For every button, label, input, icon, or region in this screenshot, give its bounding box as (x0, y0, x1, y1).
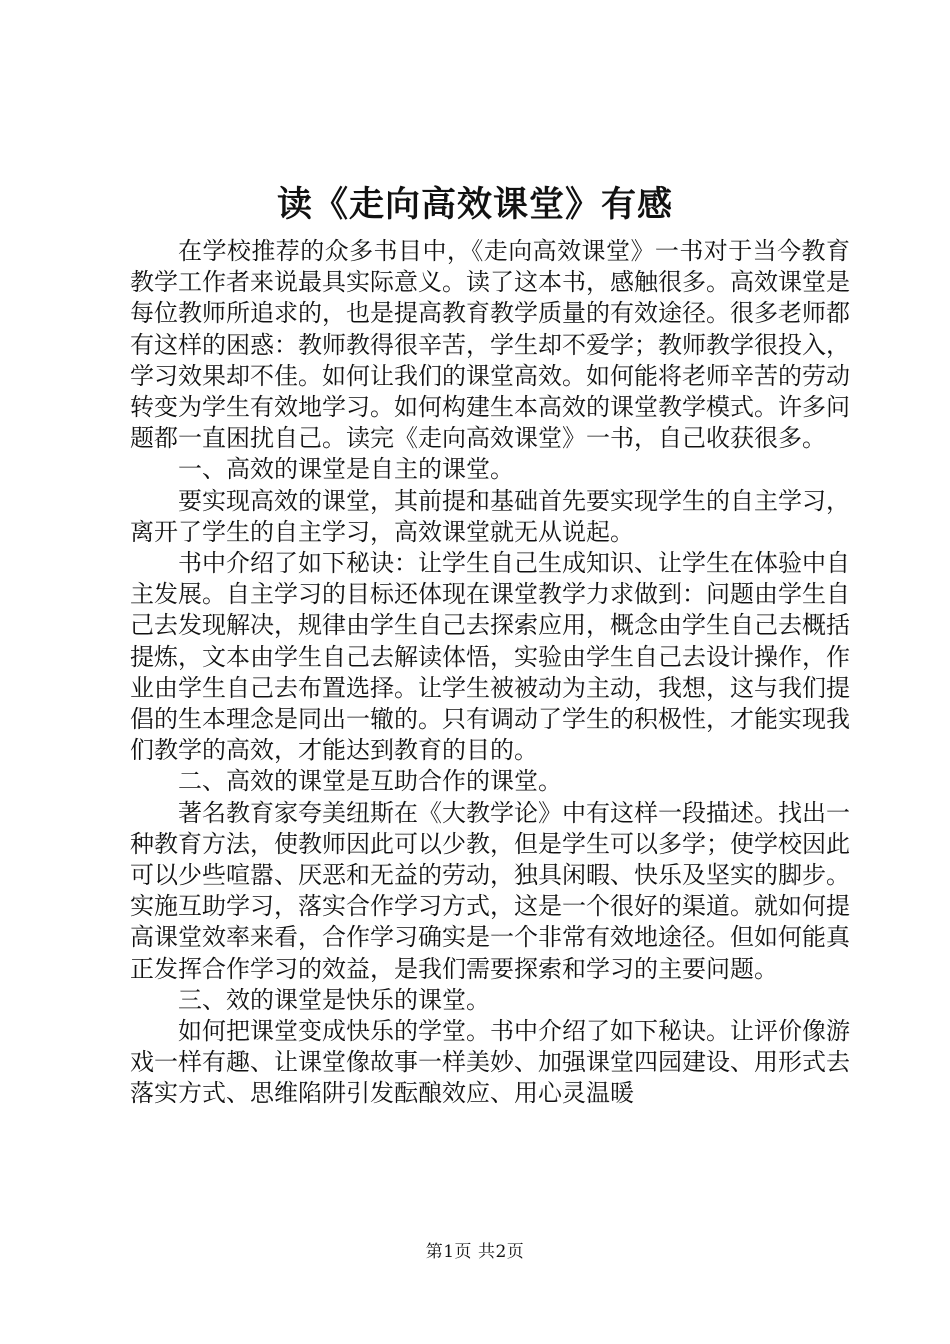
paragraph-intro: 在学校推荐的众多书目中，《走向高效课堂》一书对于当今教育教学工作者来说最具实际意义。读了这本书，感触很多。高效课堂是每位教师所追求的，也是提高教育教学质量的有效途径。很多老师都有这样的困惑：教师教得很辛苦，学生却不爱学；教师教学很投入，学习效果却不佳。如何让我们的课堂高效。如何能将老师辛苦的劳动转变为学生有效地学习。如何构建生本高效的课堂教学模式。许多问题都一直困扰自己。读完《走向高效课堂》一书，自己收获很多。 (130, 237, 850, 453)
paragraph-1b: 书中介绍了如下秘诀：让学生自己生成知识、让学生在体验中自主发展。自主学习的目标还体现在课堂教学力求做到：问题由学生自己去发现解决，规律由学生自己去探索应用，概念由学生自己去概括提炼，文本由学生自己去解读体悟，实验由学生自己去设计操作，作业由学生自己去布置选择。让学生被被动为主动，我想，这与我们提倡的生本理念是同出一辙的。只有调动了学生的积极性，才能实现我们教学的高效，才能达到教育的目的。 (130, 549, 850, 765)
paragraph-3a: 如何把课堂变成快乐的学堂。书中介绍了如下秘诀。让评价像游戏一样有趣、让课堂像故事一样美妙、加强课堂四园建设、用形式去落实方式、思维陷阱引发酝酿效应、用心灵温暖 (130, 1017, 850, 1108)
section-heading-1: 一、高效的课堂是自主的课堂。 (178, 455, 514, 484)
document-body (130, 236, 850, 1110)
section-heading-3: 三、效的课堂是快乐的课堂。 (178, 985, 490, 1014)
document-title: 读《走向高效课堂》有感 (276, 184, 673, 225)
paragraph-1a: 要实现高效的课堂，其前提和基础首先要实现学生的自主学习，离开了学生的自主学习，高效课堂就无从说起。 (130, 486, 850, 546)
section-heading-2: 二、高效的课堂是互助合作的课堂。 (178, 767, 562, 796)
paragraph-2a: 著名教育家夸美纽斯在《大教学论》中有这样一段描述。找出一种教育方法，使教师因此可以少教，但是学生可以多学；使学校因此可以少些喧嚣、厌恶和无益的劳动，独具闲暇、快乐及坚实的脚步。实施互助学习，落实合作学习方式，这是一个很好的渠道。就如何提高课堂效率来看，合作学习确实是一个非常有效地途径。但如何能真正发挥合作学习的效益，是我们需要探索和学习的主要问题。 (130, 798, 850, 983)
page-footer: 第1页 共2页 (425, 1242, 525, 1262)
